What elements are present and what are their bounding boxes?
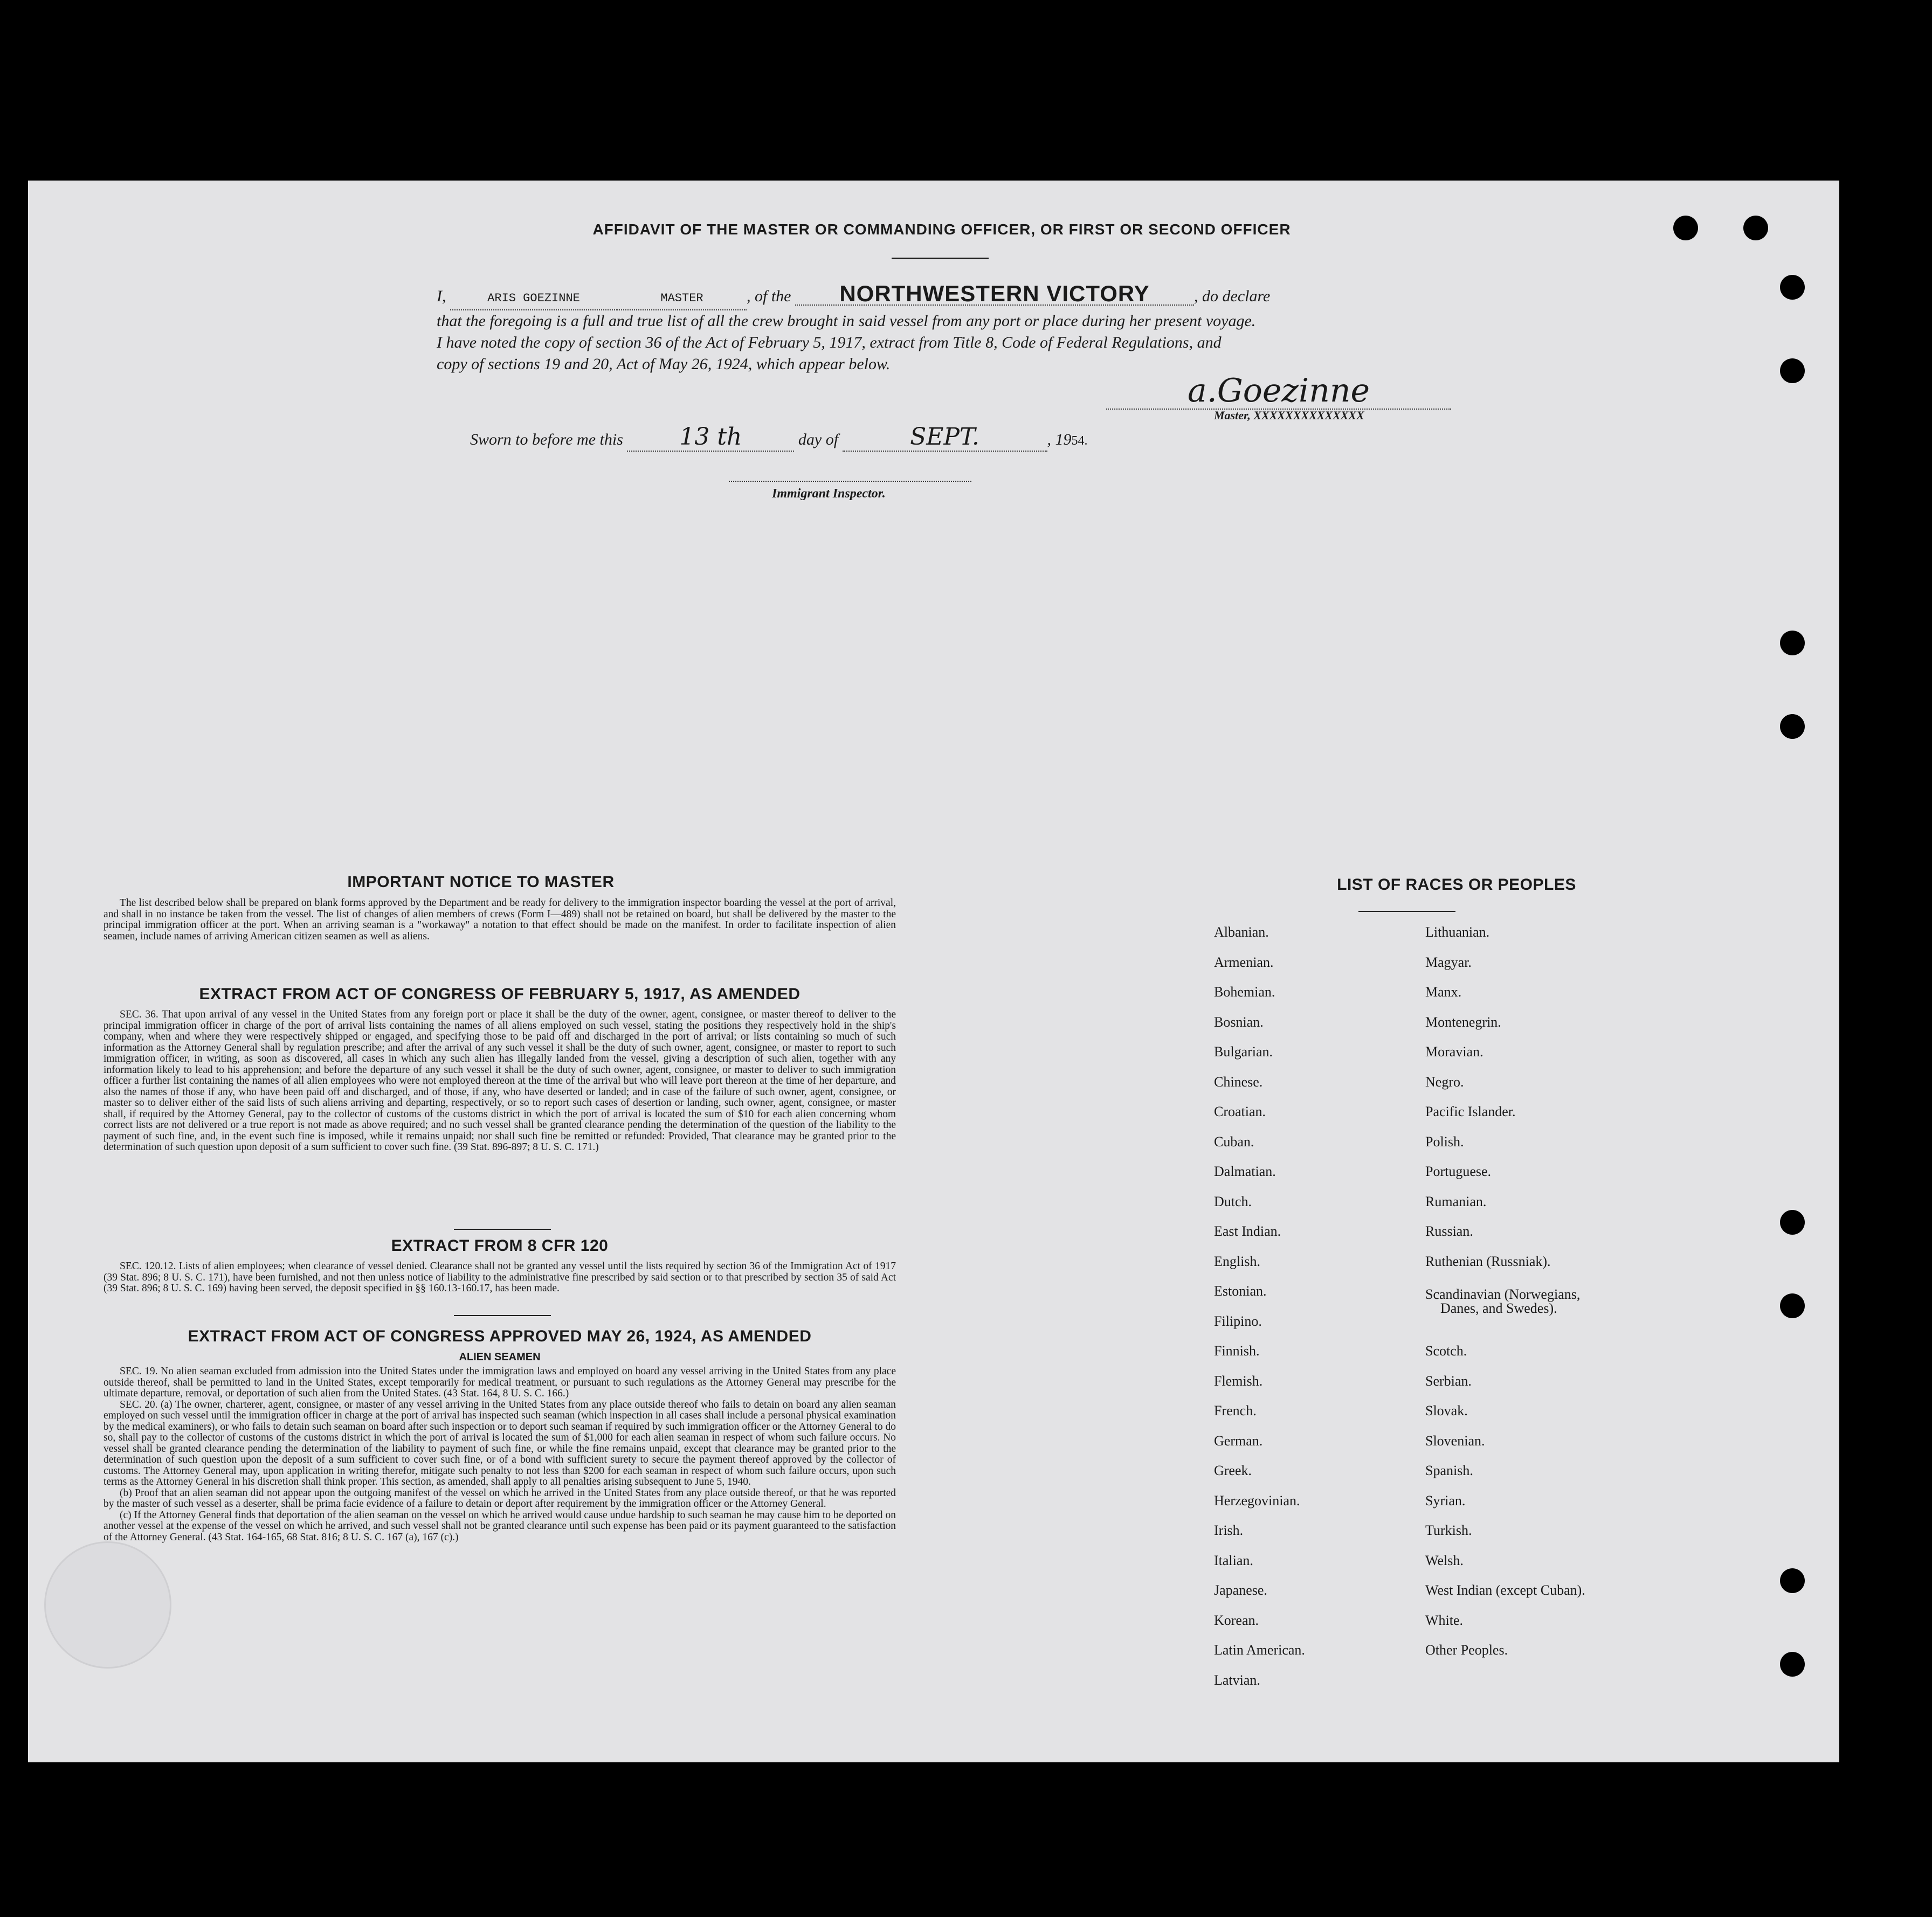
- race-item: Filipino.: [1214, 1313, 1262, 1329]
- extract-1924-text: [104, 1366, 896, 1543]
- section-rule: [454, 1315, 551, 1316]
- year-prefix: 19: [1055, 431, 1072, 448]
- affidavit-title: AFFIDAVIT OF THE MASTER OR COMMANDING OFFICER, OR FIRST OR SECOND OFFICER: [592, 221, 1291, 238]
- vessel-name-field: NORTHWESTERN VICTORY: [795, 283, 1194, 306]
- punch-hole: [1780, 1652, 1805, 1677]
- race-item: Portuguese.: [1425, 1164, 1492, 1179]
- race-item: Lithuanian.: [1425, 924, 1490, 940]
- sec-20c-paragraph: (c) If the Attorney General finds that deportation of the alien seaman on the vessel on which he arrived would cause undue hardship to such seaman he may cause him to be deported on another vessel at the expense of the vessel on which he arrived, and such vessel shall not be granted clearance until such expense has been paid or its payment guaranteed to the satisfaction of the Attorney General. (43 Stat. 164-165, 68 Stat. 816; 8 U. S. C. 167 (a), 167 (c).): [104, 1509, 896, 1543]
- extract-1917-text: [104, 1009, 896, 1153]
- race-item: Estonian.: [1214, 1283, 1267, 1299]
- sworn-label: Sworn to before me this: [470, 431, 623, 448]
- race-item: Bulgarian.: [1214, 1044, 1273, 1060]
- rank-field: MASTER: [617, 288, 747, 310]
- sworn-day-field: 13 th: [627, 423, 794, 452]
- race-item: Danes, and Swedes).: [1440, 1300, 1557, 1316]
- day-of-label: day of: [798, 431, 839, 448]
- master-signature: a.Goezinne: [1106, 372, 1451, 410]
- declaration: [437, 283, 1488, 375]
- race-item: Greek.: [1214, 1463, 1252, 1478]
- extract-cfr-heading: EXTRACT FROM 8 CFR 120: [391, 1237, 609, 1255]
- race-item: Montenegrin.: [1425, 1014, 1501, 1030]
- race-item: Armenian.: [1214, 954, 1274, 970]
- race-item: Moravian.: [1425, 1044, 1484, 1060]
- notice-paragraph: The list described below shall be prepared on blank forms approved by the Department and be ready for delivery to the immigration inspector boarding the vessel at the port of arrival, and shall in no instance be taken from the vessel. The list of changes of alien members of crews (Form I—489) shall not be retained on board, but shall be delivered by the master to the principal immigration officer at the port. When an arriving seaman is a "workaway" a notation to that effect should be made on the manifest. In order to facilitate inspection of alien seamen, include names of arriving American citizen seamen as well as aliens.: [104, 897, 896, 942]
- sec-20b-paragraph: (b) Proof that an alien seaman did not appear upon the outgoing manifest of the vessel on which he arrived in the United States from any place outside thereof, or that he was reported by the master of such vessel as a deserter, shall be prima facie evidence of a failure to detain or deport after requirement by the immigration officer or the Attorney General.: [104, 1487, 896, 1510]
- sec-19-paragraph: SEC. 19. No alien seaman excluded from admission into the United States under the immigration laws and employed on board any vessel arriving in the United States from any place outside thereof, shall be permitted to land in the United States, except temporarily for medical treatment, or pursuant to such regulations as the Attorney General may prescribe for the ultimate departure, removal, or deportation of such alien from the United States. (43 Stat. 164, 8 U. S. C. 166.): [104, 1366, 896, 1399]
- sworn-line: Sworn to before me this 13 th day of SEPT. , 1954.: [470, 423, 1088, 451]
- race-item: Polish.: [1425, 1133, 1464, 1150]
- notice-heading: IMPORTANT NOTICE TO MASTER: [347, 873, 615, 891]
- punch-hole: [1780, 714, 1805, 739]
- embossed-seal: [44, 1541, 171, 1669]
- punch-hole: [1780, 1568, 1805, 1593]
- extract-1924-heading: EXTRACT FROM ACT OF CONGRESS APPROVED MAY 26, 1924, AS AMENDED: [188, 1327, 812, 1345]
- race-item: Cuban.: [1214, 1133, 1254, 1150]
- extract-cfr-text: [104, 1261, 896, 1295]
- race-item: White.: [1425, 1612, 1464, 1628]
- inspector-signature-line: [729, 481, 971, 482]
- race-item: German.: [1214, 1432, 1263, 1449]
- master-name-field: ARIS GOEZINNE: [450, 288, 617, 310]
- declaration-line-2: that the foregoing is a full and true list of all the crew brought in said vessel from any port or place during her present voyage.: [437, 312, 1256, 330]
- declaration-line-3: I have noted the copy of section 36 of the Act of February 5, 1917, extract from Title 8, Code of Federal Regulations, and: [437, 334, 1222, 351]
- race-item: Scotch.: [1425, 1343, 1467, 1359]
- declaration-line-1: [437, 283, 1488, 310]
- race-item: English.: [1214, 1253, 1260, 1269]
- races-heading: LIST OF RACES OR PEOPLES: [1337, 876, 1576, 894]
- race-item: West Indian (except Cuban).: [1425, 1582, 1585, 1598]
- race-item: Latvian.: [1214, 1672, 1260, 1688]
- race-item: French.: [1214, 1403, 1257, 1418]
- race-item: Russian.: [1425, 1223, 1473, 1239]
- race-item: Italian.: [1214, 1552, 1253, 1568]
- punch-hole: [1780, 1210, 1805, 1235]
- extract-1917-heading: EXTRACT FROM ACT OF CONGRESS OF FEBRUARY 5, 1917, AS AMENDED: [199, 985, 801, 1003]
- race-item: Ruthenian (Russniak).: [1425, 1253, 1551, 1269]
- race-item: Slovak.: [1425, 1403, 1468, 1418]
- punch-hole: [1743, 216, 1768, 240]
- race-item: Other Peoples.: [1425, 1642, 1508, 1658]
- punch-hole: [1780, 631, 1805, 655]
- punch-hole: [1780, 358, 1805, 383]
- punch-hole: [1780, 1293, 1805, 1318]
- race-item: Dutch.: [1214, 1193, 1252, 1209]
- punch-hole: [1780, 275, 1805, 300]
- inspector-label: Immigrant Inspector.: [772, 487, 886, 501]
- title-rule: [892, 258, 989, 259]
- notice-text: [104, 898, 896, 942]
- race-item: Turkish.: [1425, 1522, 1472, 1538]
- race-item: Negro.: [1425, 1074, 1464, 1090]
- race-item: Bohemian.: [1214, 984, 1275, 1000]
- race-item: Latin American.: [1214, 1642, 1305, 1658]
- races-rule: [1358, 911, 1455, 912]
- race-item: Pacific Islander.: [1425, 1104, 1516, 1119]
- sworn-month-field: SEPT.: [843, 423, 1047, 452]
- race-item: Slovenian.: [1425, 1432, 1485, 1449]
- race-item: East Indian.: [1214, 1223, 1281, 1239]
- race-item: Bosnian.: [1214, 1014, 1264, 1030]
- race-item: Albanian.: [1214, 924, 1269, 940]
- race-item: Japanese.: [1214, 1582, 1267, 1598]
- declaration-line-4: copy of sections 19 and 20, Act of May 26, 1924, which appear below.: [437, 355, 891, 373]
- race-item: Manx.: [1425, 984, 1462, 1000]
- signature-label: Master, XXXXXXXXXXXXXX: [1214, 409, 1364, 422]
- alien-seamen-subheading: ALIEN SEAMEN: [459, 1351, 541, 1363]
- year-suffix: 54.: [1071, 434, 1088, 448]
- race-item: Korean.: [1214, 1612, 1259, 1628]
- sec-120-paragraph: SEC. 120.12. Lists of alien employees; when clearance of vessel denied. Clearance shall not be granted any vessel until the lists required by section 36 of the Immigration Act of 1917 (39 Stat. 896; 8 U. S. C. 171), have been furnished, and not then unless notice of liability to the administrative fine prescribed by said section or to that prescribed by section 35 of said Act (39 Stat. 896; 8 U. S. C. 169) having been served, the deposit specified in §§ 160.13-160.17, has been made.: [104, 1261, 896, 1294]
- sec-20a-paragraph: SEC. 20. (a) The owner, charterer, agent, consignee, or master of any vessel arriving in the United States from any place outside thereof who fails to detain on board any alien seaman employed on such vessel until the immigration officer in charge at the port of arrival has inspected such seaman (which inspection in all cases shall include a personal physical examination by the medical examiners), or who fails to detain such seaman on board after such inspection or to deport such seaman if required by such immigration officer or the Attorney General to do so, shall pay to the collector of customs of the customs district in which the port of arrival is located the sum of $1,000 for each alien seaman in respect of whom such failure occurs. No vessel shall be granted clearance pending the determination of the liability to payment of such fine, or while the fine remains unpaid, except that clearance may be granted prior to the determination of such question upon the deposit of a sum sufficient to cover such fine, or of a bond with sufficient surety to secure the payment thereof approved by the collector of customs. The Attorney General may, upon application in writing therefor, mitigate such penalty to not less than $200 for each seaman in respect of whom such failure occurs, upon such terms as the Attorney General in his discretion shall think proper. This section, as amended, shall apply to all penalties arising subsequent to June 5, 1940.: [104, 1399, 896, 1487]
- race-item: Dalmatian.: [1214, 1164, 1276, 1179]
- race-item: Welsh.: [1425, 1552, 1464, 1568]
- punch-hole: [1673, 216, 1698, 240]
- race-item: Irish.: [1214, 1522, 1244, 1538]
- race-item: Finnish.: [1214, 1343, 1260, 1359]
- race-item: Scandinavian (Norwegians,: [1425, 1286, 1581, 1302]
- race-item: Spanish.: [1425, 1463, 1473, 1478]
- race-item: Chinese.: [1214, 1074, 1263, 1090]
- race-item: Serbian.: [1425, 1373, 1472, 1389]
- race-item: Rumanian.: [1425, 1193, 1487, 1209]
- section-rule: [454, 1229, 551, 1230]
- race-item: Syrian.: [1425, 1492, 1466, 1508]
- race-item: Croatian.: [1214, 1104, 1266, 1119]
- sec-36-paragraph: SEC. 36. That upon arrival of any vessel in the United States from any foreign port or place it shall be the duty of the owner, agent, consignee, or master thereof to deliver to the principal immigration officer in charge of the port of arrival lists containing the names of all aliens employed on such vessel, stating the positions they respectively hold in the ship's company, when and where they were respectively shipped or engaged, and specifying those to be paid off and discharged in the port of arrival; or lists containing so much of such information as the Attorney General shall by regulation prescribe; and after the arrival of any such vessel it shall be the duty of such owner, agent, consignee, or master to report to such immigration officer, in writing, as soon as discovered, all cases in which any such alien has illegally landed from the vessel, giving a description of such alien, together with any information likely to lead to his apprehension; and before the departure of any such vessel it shall be the duty of such owner, agent, consignee, or master to deliver to such immigration officer a further list containing the names of all alien employees who were not employed thereon at the time of the arrival but who will leave port thereon at the time of her departure, and also the names of those if any, who have been paid off and discharged, and of those, if any, who have deserted or landed; and in case of the failure of such owner, agent, consignee, or master so to deliver either of the said lists of such aliens arriving and departing, respectively, or so to report such cases of desertion or landing, such owner, agent, consignee, or master shall, if required by the Attorney General, pay to the collector of customs of the customs district in which the port of arrival is located the sum of $10 for each alien concerning whom correct lists are not delivered or a true report is not made as above required; and no such vessel shall be granted clearance pending the determination of the question of the liability to the payment of such fine, and, in the event such fine is imposed, while it remains unpaid; nor shall such fine be remitted or refunded: Provided, That clearance may be granted prior to the determination of such question upon deposit of a sum sufficient to cover such fine. (39 Stat. 896-897; 8 U. S. C. 171.): [104, 1009, 896, 1153]
- race-item: Herzegovinian.: [1214, 1492, 1300, 1508]
- document-page: [28, 181, 1839, 1762]
- race-item: Flemish.: [1214, 1373, 1263, 1389]
- of-the-label: , of the: [747, 287, 791, 305]
- do-declare-label: , do declare: [1194, 287, 1271, 305]
- race-item: Magyar.: [1425, 954, 1472, 970]
- i-label: I,: [437, 287, 446, 305]
